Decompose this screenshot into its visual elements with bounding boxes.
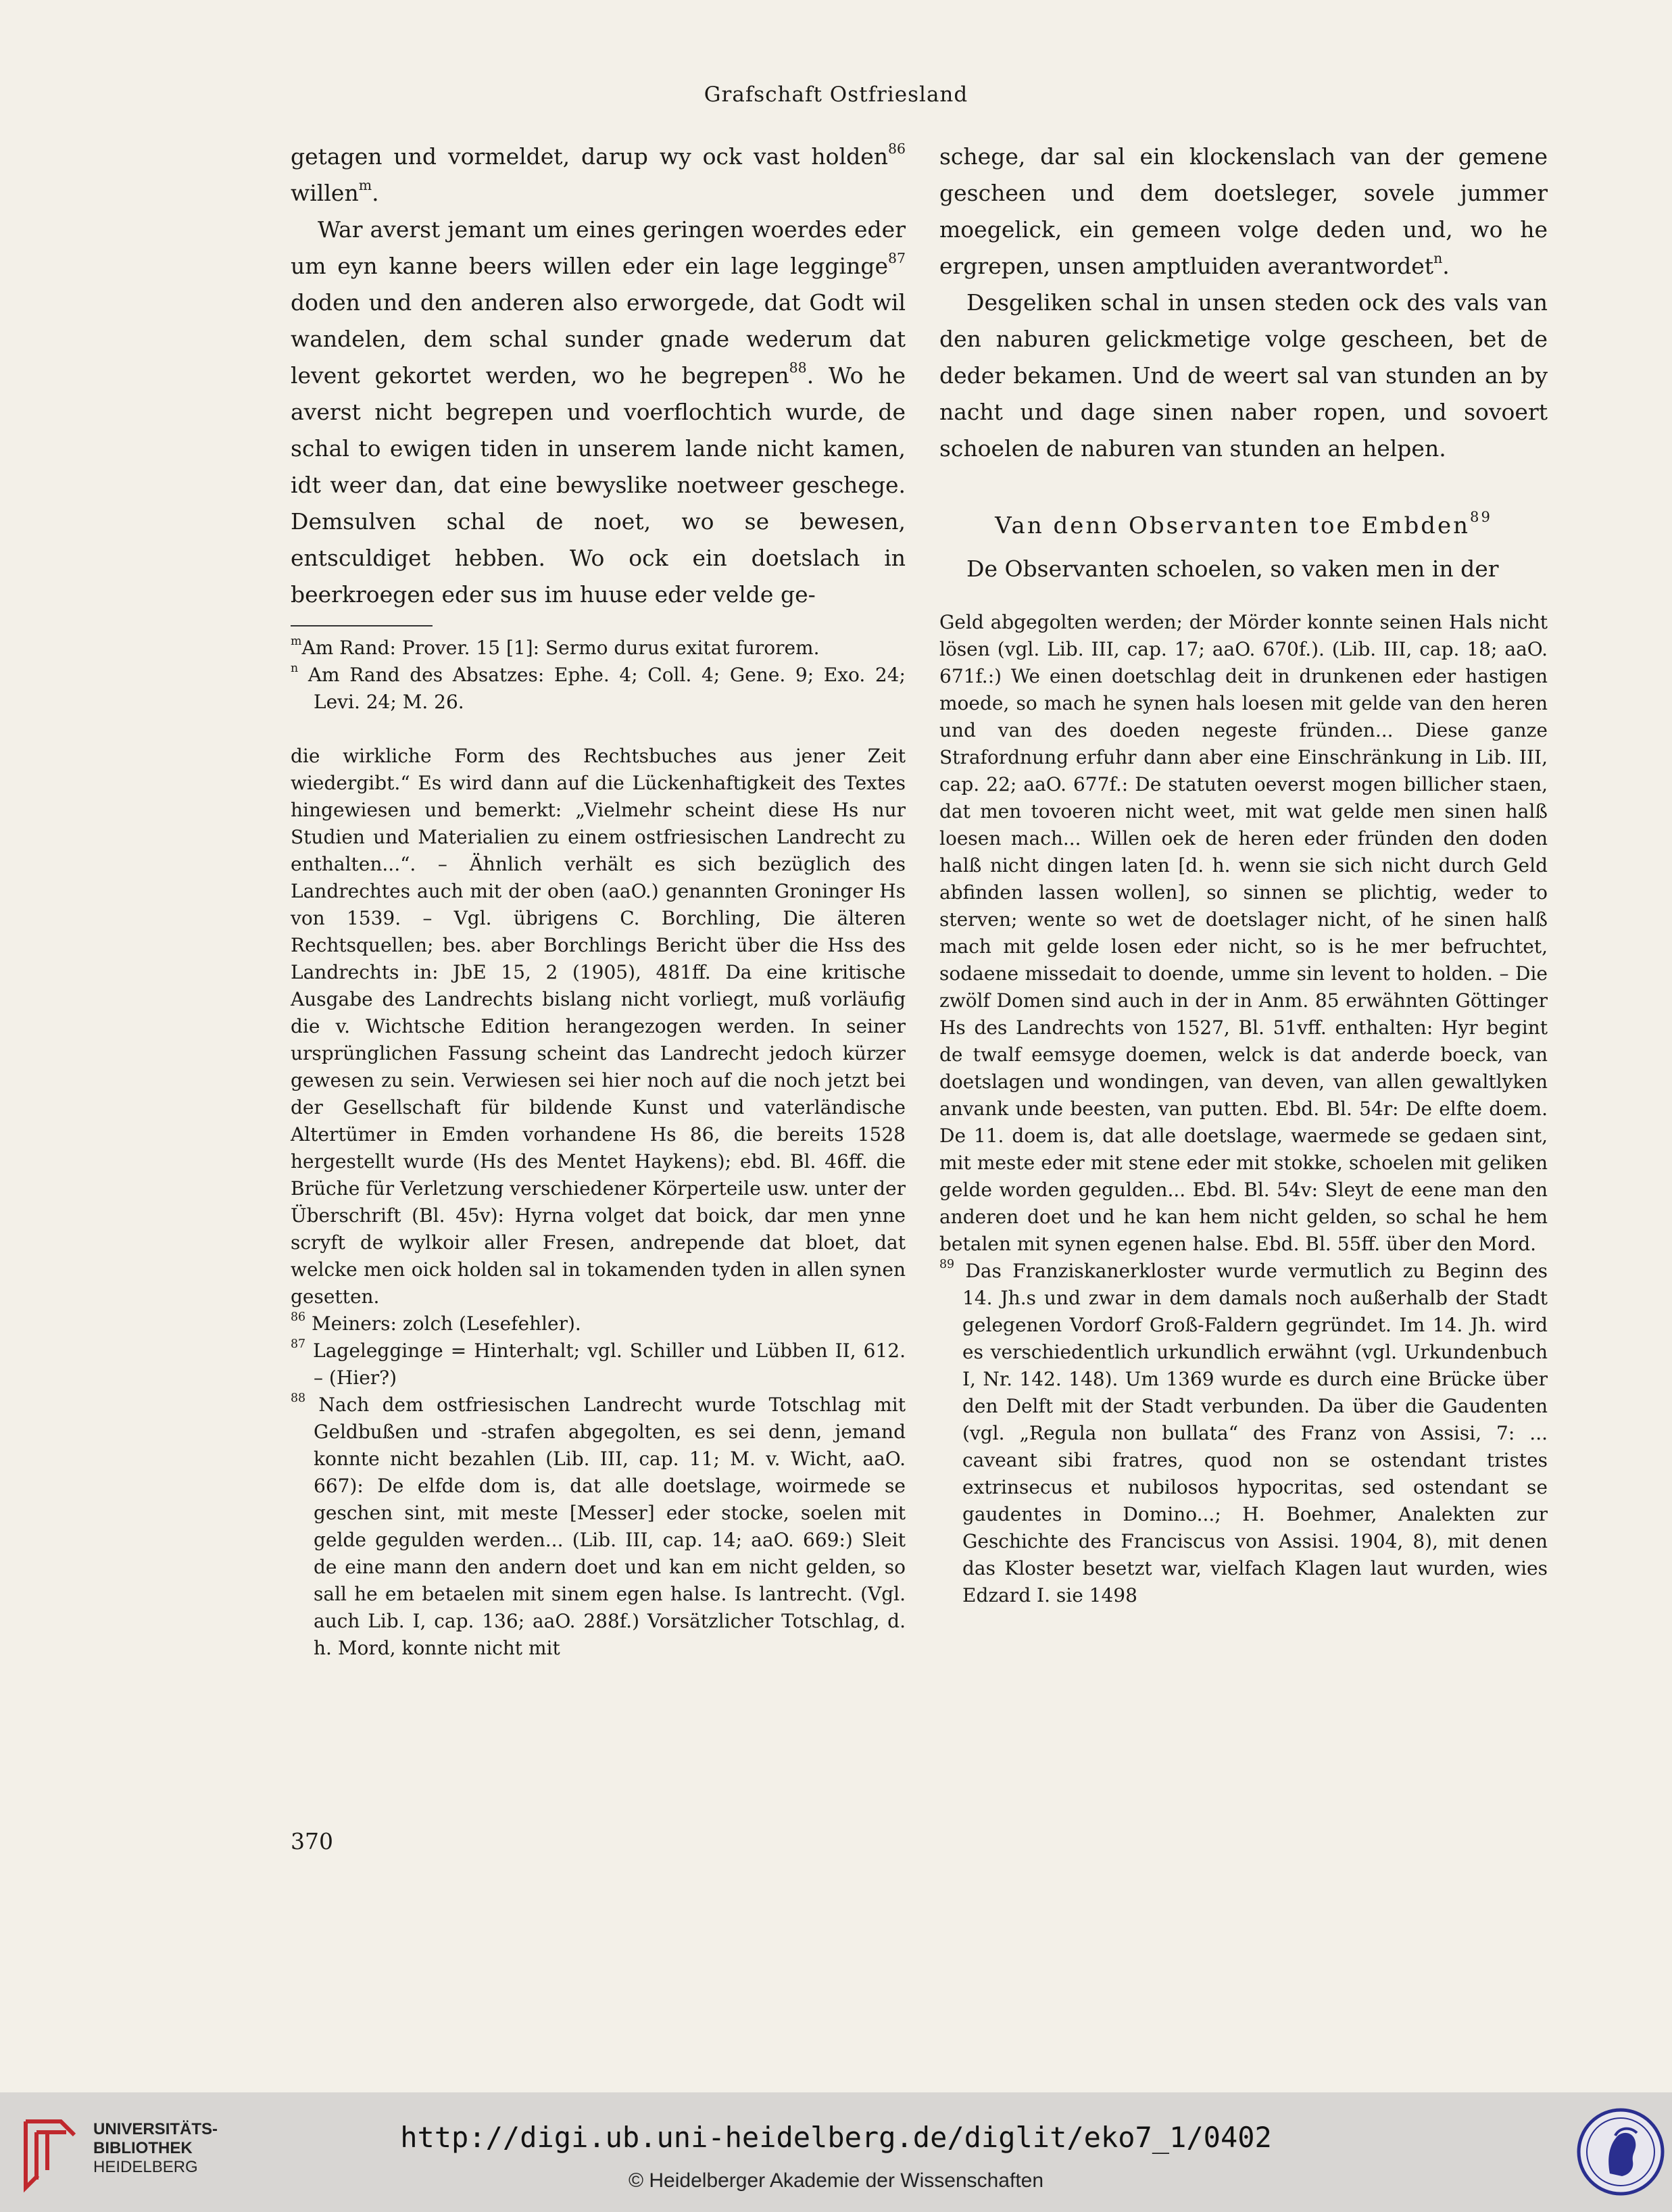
footnote-88: $^{88}$ Nach dem ostfriesischen Landrecht wurde Totschlag mit Geldbußen und -strafen abgegolten, es sei denn, jemand konnte nicht bezahlen (Lib. III, cap. 11; M. v. Wicht, aaO. 667): De elfde dom is, dat alle doetslage, woirmede se geschen sint, mit meste [Messer] eder stocke, soelen mit gelde gegulden werden... (Lib. III, cap. 14; aaO. 669:) Sleit de eine mann den andern doet und kan em nicht gelden, so sall he em betaelen mit sinem egen halse. Is lantrecht. (Vgl. auch Lib. I, cap. 136; aaO. 288f.) Vorsätzlicher Totschlag, d. h. Mord, konnte nicht mit xyxy=(291,1392,906,1659)
footer-bar xyxy=(0,2092,1672,2212)
footnote-85-continuation: die wirkliche Form des Rechtsbuches aus jener Zeit wiedergibt.“ Es wird dann auf die Lückenhaftigkeit des Textes hingewiesen und bemerkt: „Vielmehr scheint diese Hs nur Studien und Materialien zu einem ostfriesischen Landrecht zu enthalten...“. – Ähnlich verhält es sich bezüglich des Landrechtes auch mit der oben (aaO.) genannten Groninger Hs von 1539. – Vgl. übrigens C. Borchling, Die älteren Rechtsquellen; bes. aber Borchlings Bericht über die Hss des Landrechts in: JbE 15, 2 (1905), 481ff. Da eine kritische Ausgabe des Landrechts bislang nicht vorliegt, muß vorläufig die v. Wichtsche Edition herangezogen werden. In seiner ursprünglichen Fassung scheint das Landrecht jedoch kürzer gewesen zu sein. Verwiesen sei hier noch auf die noch jetzt bei der Gesellschaft für bildende Kunst und vaterländische Altertümer in Emden vorhandene Hs 86, die bereits 1528 hergestellt wurde (Hs des Mentet Haykens); ebd. Bl. 46ff. die Brüche für Verletzung verschiedener Körperteile usw. unter der Überschrift (Bl. 45v): Hyrna volget dat boick, dar men ynne scryft de wylkoir aller Fresen, andrepende dat bloet, dat welcke men oick holden sal in tokamenden tyden in allen synen gesetten. xyxy=(291,745,906,1308)
left-main-text xyxy=(291,139,906,613)
footnote-m: $^m$Am Rand: Prover. 15 [1]: Sermo durus exitat furorem. xyxy=(291,635,820,659)
footnote-88-continuation: Geld abgegolten werden; der Mörder konnte seinen Hals nicht lösen (vgl. Lib. III, cap. 17; aaO. 670f.). (Lib. III, cap. 18; aaO. 671f.:) We einen doetschlag deit in drunkenen eder hastigen moede, so mach he synen hals loesen mit gelde van den heren und van des doeden negeste fründen... Diese ganze Strafordnung erfuhr dann aber eine Einschränkung in Lib. III, cap. 22; aaO. 677f.: De statuten oeverst mogen billicher staen, dat men tovoeren nicht weet, mit wat gelde men sinen halß loesen mach... Willen oek de heren eder fründen den doden halß nicht dingen laten [d. h. wenn sie sich nicht durch Geld abfinden lassen wollen], so sinnen se plichtig, weder to sterven; wente so wet de doetslager nicht, of he sinen halß mach mit gelde losen eder nicht, so is he mer befruchtet, sodaene missedait to doende, umme sin levent to holden. – Die zwölf Domen sind auch in der in Anm. 85 erwähnten Göttinger Hs des Landrechts von 1527, Bl. 51vff. enthalten: Hyr begint de twalf eemsyge doemen, welck is dat anderde boeck, van doetslagen und wondingen, van deven, van allen gewaltlyken anvank unde beesten, van putten. Ebd. Bl. 54r: De elfte doem. De 11. doem is, dat alle doetslage, waermede se gedaen sint, mit meste eder mit stene eder mit stokke, schoelen mit geliken gelde worden gegulden... Ebd. Bl. 54v: Sleyt de eene man den anderen doet und he kan hem nicht gelden, so schal he hem betalen mit synen egenen halse. Ebd. Bl. 55ff. über den Mord. xyxy=(939,611,1548,1255)
footnote-89: $^{89}$ Das Franziskanerkloster wurde vermutlich zu Beginn des 14. Jh.s und zwar in dem damals noch außerhalb der Stadt gelegenen Vordorf Groß-Faldern gegründet. Im 14. Jh. wird es verschiedentlich urkundlich erwähnt (vgl. Urkundenbuch I, Nr. 142. 148). Um 1369 wurde es durch eine Brücke über den Delft mit der Stadt verbunden. Da über die Gaudenten (vgl. „Regula non bullata“ des Franz von Assisi, 7: ... caveant sibi fratres, quod non se ostendant tristes extrinsecus et nubilosos hypocritas, sed ostendant se gaudentes in Domino...; H. Boehmer, Analekten zur Geschichte des Franciscus von Assisi. 1904, 8), mit denen das Kloster besetzt war, vielfach Klagen laut wurden, wies Edzard I. sie 1498 xyxy=(939,1258,1548,1606)
footnote-86: $^{86}$ Meiners: zolch (Lesefehler). xyxy=(291,1310,581,1335)
left-column xyxy=(291,139,906,1662)
footnote-87: $^{87}$ Lagelegginge = Hinterhalt; vgl. Schiller und Lübben II, 612. – (Hier?) xyxy=(291,1337,906,1389)
academy-seal-icon xyxy=(1575,2106,1667,2198)
right-paragraph-1: schege, dar sal ein klockenslach van der gemene gescheen und dem doetsleger, sovele jummer moegelick, ein gemeen volge deden und, wo he ergrepen, unsen amptluiden averantwordet$^n$. xyxy=(939,143,1548,279)
footnote-rule xyxy=(291,625,433,626)
right-paragraph-2: Desgeliken schal in unsen steden ock des vals van den naburen gelickmetige volge gescheen, bet de deder bekamen. Und de weert sal van stunden an by nacht und dage sinen naber ropen, und sovoert schoelen de naburen van stunden an helpen. xyxy=(939,289,1548,462)
library-name: UNIVERSITÄTS- BIBLIOTHEK HEIDELBERG xyxy=(93,2120,218,2176)
left-paragraph-2: War averst jemant um eines geringen woerdes eder um eyn kanne beers willen eder ein lage legginge$^{87}$ doden und den anderen also erworgede, dat Godt wil wandelen, dem schal sunder gnade wederum dat levent gekortet werden, wo he begrepen$^{88}$. Wo he averst nicht begrepen und voerflochtich wurde, de schal to ewigen tiden in unserem lande nicht kamen, idt weer dan, dat eine bewyslike noetweer geschege. Demsulven schal de noet, wo se bewesen, entsculdiget hebben. Wo ock ein doetslach in beerkroegen eder sus im huuse eder velde ge- xyxy=(291,216,906,608)
copyright-notice: © Heidelberger Akademie der Wissenschaften xyxy=(628,2169,1044,2192)
right-column xyxy=(939,139,1548,1609)
left-paragraph-1: getagen und vormeldet, darup wy ock vast holden$^{86}$ willen$^m$. xyxy=(291,140,906,206)
footnote-n: $^n$ Am Rand des Absatzes: Ephe. 4; Coll. 4; Gene. 9; Exo. 24; Levi. 24; M. 26. xyxy=(291,662,906,713)
right-footnotes xyxy=(939,609,1548,1609)
left-footnotes xyxy=(291,635,906,1662)
right-main-text xyxy=(939,139,1548,587)
running-head: Grafschaft Ostfriesland xyxy=(704,82,968,107)
page-number: 370 xyxy=(291,1828,333,1854)
right-paragraph-3: De Observanten schoelen, so vaken men in der xyxy=(966,556,1499,582)
section-heading: Van denn Observanten toe Embden$^{89}$ xyxy=(995,508,1492,539)
digital-source-link[interactable]: http://digi.ub.uni-heidelberg.de/diglit/eko7_1/0402 xyxy=(400,2121,1272,2154)
